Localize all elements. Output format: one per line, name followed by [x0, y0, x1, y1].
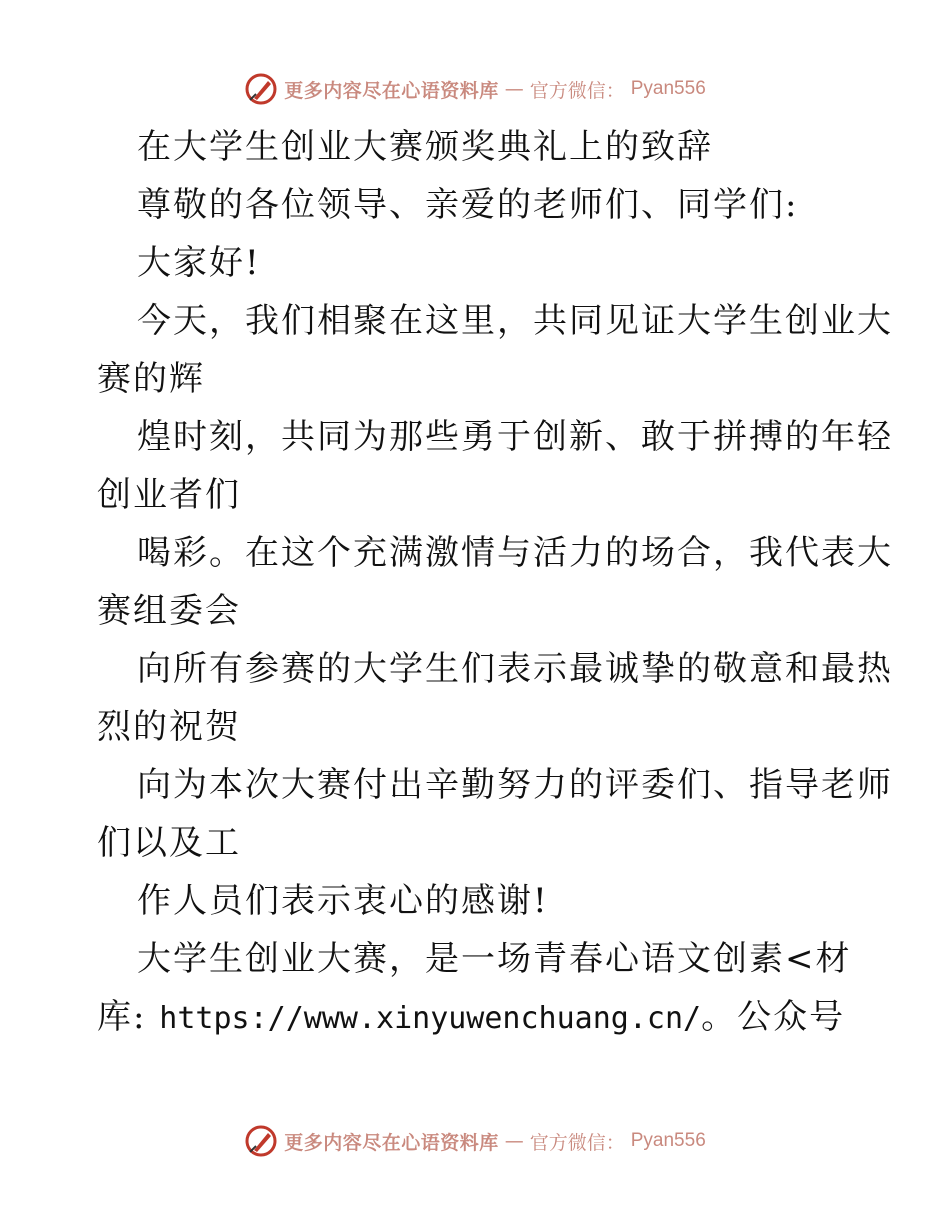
quill-logo-icon	[244, 72, 278, 106]
watermark-contact-id: Pyan556	[630, 78, 706, 99]
body-line: 作人员们表示衷心的感谢!	[137, 881, 549, 921]
quill-logo-icon	[244, 1124, 278, 1158]
website-link[interactable]: https://www.xinyuwenchuang.cn/	[159, 1001, 702, 1036]
watermark-contact-label: 官方微信：	[529, 79, 625, 102]
body-line: 向所有参赛的大学生们表示最诚挚的敬意和最热	[137, 649, 893, 689]
body-line: 们以及工	[97, 823, 241, 863]
body-line: 创业者们	[97, 475, 241, 515]
header-watermark	[0, 72, 950, 106]
salutation: 尊敬的各位领导、亲爱的老师们、同学们:	[137, 185, 799, 225]
watermark-brand-text: 更多内容尽在心语资料库	[284, 79, 499, 102]
body-line: 赛组委会	[97, 591, 241, 631]
body-line: 烈的祝贺	[97, 707, 241, 747]
body-line: 煌时刻，共同为那些勇于创新、敢于拼搏的年轻	[137, 417, 893, 457]
body-line: 大学生创业大赛，是一场青春心语文创素<材	[137, 939, 852, 979]
greeting: 大家好!	[137, 243, 261, 283]
document-title: 在大学生创业大赛颁奖典礼上的致辞	[137, 127, 713, 167]
watermark-dash: —	[504, 78, 524, 100]
body-line: 赛的辉	[97, 359, 205, 399]
footer-watermark	[0, 1124, 950, 1158]
body-line: 今天，我们相聚在这里，共同见证大学生创业大	[137, 301, 893, 341]
document-body	[97, 118, 893, 1046]
watermark-contact-id: Pyan556	[630, 1130, 706, 1151]
body-line-url	[97, 988, 857, 1046]
watermark-contact-label: 官方微信：	[529, 1131, 625, 1154]
body-line: 喝彩。在这个充满激情与活力的场合，我代表大	[137, 533, 893, 573]
body-line: 向为本次大赛付出辛勤努力的评委们、指导老师	[137, 765, 893, 805]
watermark-dash: —	[504, 1130, 524, 1152]
url-prefix: 库:	[97, 997, 160, 1037]
watermark-brand-text: 更多内容尽在心语资料库	[284, 1131, 499, 1154]
url-suffix: 。公众号	[701, 997, 846, 1037]
